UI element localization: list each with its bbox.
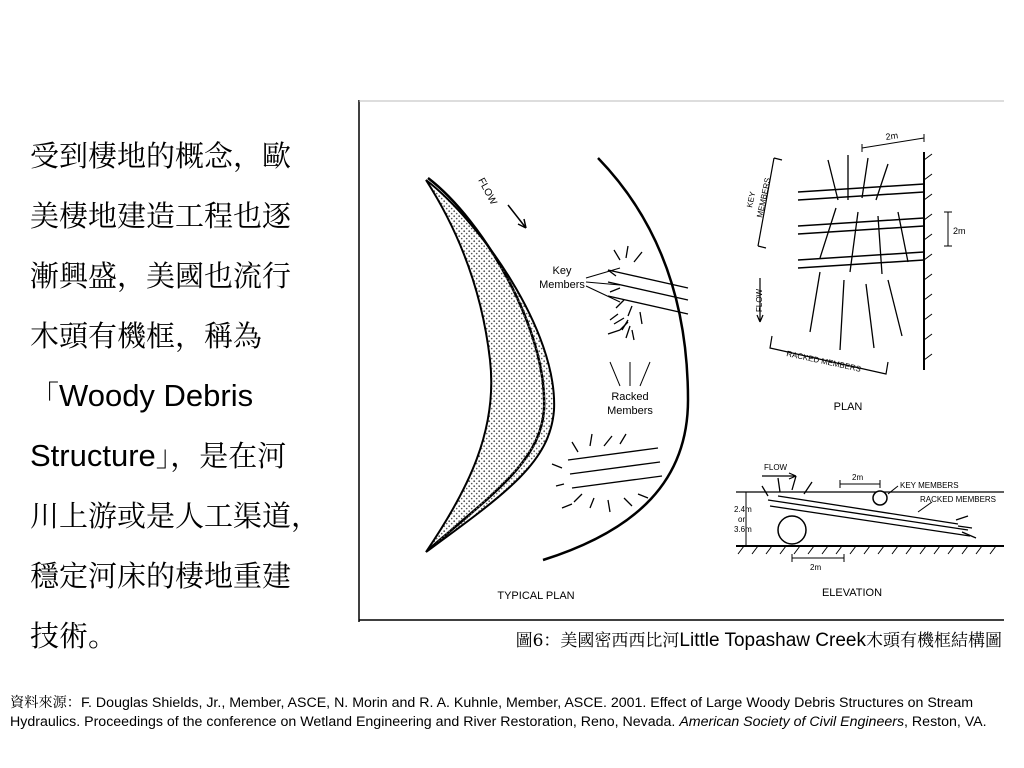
plan-flow-label: FLOW [755,288,764,312]
woody-debris-figure [358,100,1004,622]
plan-key-members-label-2: MEMBERS [755,176,773,219]
plan-racked-members [810,155,908,350]
elev-depth-3: 3.6m [734,525,752,534]
source-prefix: 資料來源： [10,695,81,711]
main-text-line-2: 美棲地建造工程也逐 [30,199,292,233]
key-members-label-2: Members [539,279,585,291]
source-citation [10,694,1014,732]
main-text-line-3: 漸興盛，美國也流行 [30,259,292,293]
racked-leader-3 [640,362,650,386]
plan-racked-members-label: RACKED MEMBERS [785,349,862,374]
elev-depth-2: or [738,515,746,524]
caption-creek-name: Little Topashaw Creek [679,630,866,651]
elev-key-log-left [778,516,806,544]
elev-bed-hatch [738,546,996,554]
key-leader-3 [586,286,620,302]
racked-members-label-2: Members [607,405,653,417]
open-bracket: 「 [30,379,60,413]
key-leader-1 [586,268,620,278]
woody-debris-term: Woody Debris [59,378,254,413]
structure-term: Structure [30,438,156,473]
plan-dim-side: 2m [953,226,966,236]
elev-key-leader [888,486,898,494]
elev-flow-arrow-icon [762,473,796,479]
elev-dim-bottom-line [792,554,844,562]
typical-plan-label: TYPICAL PLAN [497,590,575,602]
figure-drawing [358,100,1004,622]
elevation-label: ELEVATION [821,587,883,599]
elev-dim-bottom: 2m [810,563,822,572]
main-text-line-7: 川上游或是人工渠道， [30,499,321,533]
tree-debris-lower [552,434,662,512]
flow-label: FLOW [475,176,499,207]
main-text-line-4: 木頭有機框，稱為 [30,319,263,353]
main-text-line-8: 穩定河床的棲地重建 [30,559,292,593]
plan-bank-hatch [924,154,932,360]
elev-depth-1: 2.4m [734,505,752,514]
tree-debris-upper [608,246,688,340]
main-text-line-9: 技術。 [30,619,118,653]
key-members-label-1: Key [552,265,572,277]
elev-key-log-right [873,491,887,505]
caption-prefix: 圖6：美國密西西比河 [515,631,680,651]
elev-dim-top: 2m [852,473,864,482]
plan-key-members [798,184,924,268]
source-publisher: American Society of Civil Engineers [679,714,905,730]
plan-label: PLAN [833,401,863,413]
point-bar-shape [426,180,554,552]
main-text-line-6-rest: 」，是在河 [155,439,287,473]
caption-suffix: 木頭有機框結構圖 [866,631,1002,651]
source-text: F. Douglas Shields, Jr., Member, ASCE, N. Morin and R. A. Kuhnle, Member, ASCE. 2001. Effect of Large Woody Debris Structures on Stream Hydraulics. Proceedings of the conference on Wetland Engineering and River Restoration, Reno, Nevada. [10,695,974,730]
elev-racked-members-label: RACKED MEMBERS [920,495,997,504]
elev-flow-label: FLOW [764,463,788,472]
outer-bank-line [543,158,688,560]
racked-members-label-1: Racked [611,391,649,403]
elev-key-members-label: KEY MEMBERS [900,481,959,490]
figure-caption [516,626,1002,652]
flow-arrow-icon [508,205,526,228]
racked-leader-1 [610,362,620,386]
source-tail: , Reston, VA. [904,714,987,730]
plan-dim-side-line [944,212,952,246]
plan-dim-top: 2m [884,130,899,142]
main-text-line-1: 受到棲地的概念，歐 [30,139,292,173]
plan-key-members-label-1: KEY [745,190,758,209]
